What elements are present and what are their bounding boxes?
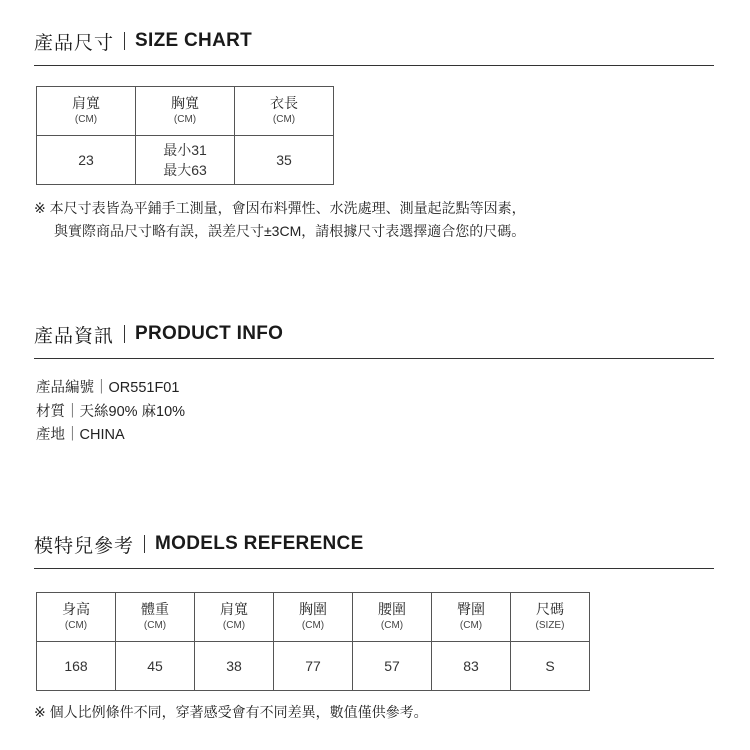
model-header-unit: (CM) <box>143 620 167 631</box>
size-value-cell: 最小31 最大63 <box>136 136 235 185</box>
model-value-cell: 57 <box>353 642 432 691</box>
model-header-label: 胸圍 <box>299 601 327 617</box>
model-table-header-row <box>37 593 590 642</box>
model-header-unit: (CM) <box>459 620 483 631</box>
models-reference-title-en: MODELS REFERENCE <box>155 533 364 554</box>
model-header-cell <box>274 593 353 642</box>
heading-divider <box>124 325 125 343</box>
size-header-cell <box>37 87 136 136</box>
model-table <box>36 592 590 691</box>
product-info-title-en: PRODUCT INFO <box>135 323 284 344</box>
models-reference-title-zh: 模特兒參考 <box>34 535 135 557</box>
model-header-unit: (CM) <box>380 620 404 631</box>
size-header-label: 胸寬 <box>171 95 199 111</box>
material-line: 材質｜天絲90% 麻10% <box>36 403 186 420</box>
heading-divider <box>124 32 125 50</box>
model-header-unit: (CM) <box>64 620 88 631</box>
model-header-cell <box>511 593 590 642</box>
size-chart-heading <box>34 28 714 54</box>
model-header-cell <box>432 593 511 642</box>
model-note: ※ 個人比例條件不同，穿著感受會有不同差異，數值僅供參考。 <box>34 704 428 720</box>
size-header-cell <box>235 87 334 136</box>
model-header-cell <box>116 593 195 642</box>
heading-divider <box>144 535 145 553</box>
size-chart-title-en: SIZE CHART <box>135 30 253 51</box>
size-chart-title-zh: 產品尺寸 <box>34 32 115 54</box>
size-header-cell <box>136 87 235 136</box>
size-value-cell: 23 <box>37 136 136 185</box>
model-header-cell <box>195 593 274 642</box>
model-header-label: 身高 <box>62 601 90 617</box>
models-reference-section <box>34 531 714 724</box>
size-header-unit: (CM) <box>74 114 98 125</box>
model-header-label: 臀圍 <box>457 601 485 617</box>
product-info-list <box>34 377 714 448</box>
size-header-unit: (CM) <box>173 114 197 125</box>
size-table-value-row <box>37 136 334 185</box>
size-header-label: 衣長 <box>270 95 298 111</box>
size-header-unit: (CM) <box>272 114 296 125</box>
model-table-value-row <box>37 642 590 691</box>
product-info-heading <box>34 321 714 347</box>
section-rule <box>34 568 714 569</box>
size-table-header-row <box>37 87 334 136</box>
section-rule <box>34 65 714 66</box>
model-header-unit: (CM) <box>301 620 325 631</box>
origin-line: 產地｜CHINA <box>36 427 125 443</box>
model-header-cell <box>37 593 116 642</box>
model-header-unit: (SIZE) <box>535 620 565 631</box>
size-value-cell: 35 <box>235 136 334 185</box>
model-value-cell: 45 <box>116 642 195 691</box>
model-value-cell: 168 <box>37 642 116 691</box>
product-code-line: 產品編號｜OR551F01 <box>36 380 180 396</box>
models-reference-heading <box>34 531 714 557</box>
model-value-cell: 83 <box>432 642 511 691</box>
model-header-label: 體重 <box>141 601 169 617</box>
model-header-cell <box>353 593 432 642</box>
section-rule <box>34 358 714 359</box>
model-header-unit: (CM) <box>222 620 246 631</box>
model-value-cell: 38 <box>195 642 274 691</box>
size-note-line: 與實際商品尺寸略有誤，誤差尺寸±3CM，請根據尺寸表選擇適合您的尺碼。 <box>54 223 526 239</box>
product-info-section <box>34 321 714 448</box>
model-value-cell: 77 <box>274 642 353 691</box>
model-header-label: 肩寬 <box>220 601 248 617</box>
size-chart-section <box>34 28 714 243</box>
size-table <box>36 86 334 185</box>
model-header-label: 尺碼 <box>536 601 564 617</box>
product-info-title-zh: 產品資訊 <box>34 325 115 347</box>
size-note <box>34 197 714 243</box>
model-value-cell: S <box>511 642 590 691</box>
size-header-label: 肩寬 <box>72 95 100 111</box>
model-header-label: 腰圍 <box>378 601 406 617</box>
size-note-line: ※ 本尺寸表皆為平鋪手工測量，會因布料彈性、水洗處理、測量起訖點等因素， <box>34 200 526 216</box>
